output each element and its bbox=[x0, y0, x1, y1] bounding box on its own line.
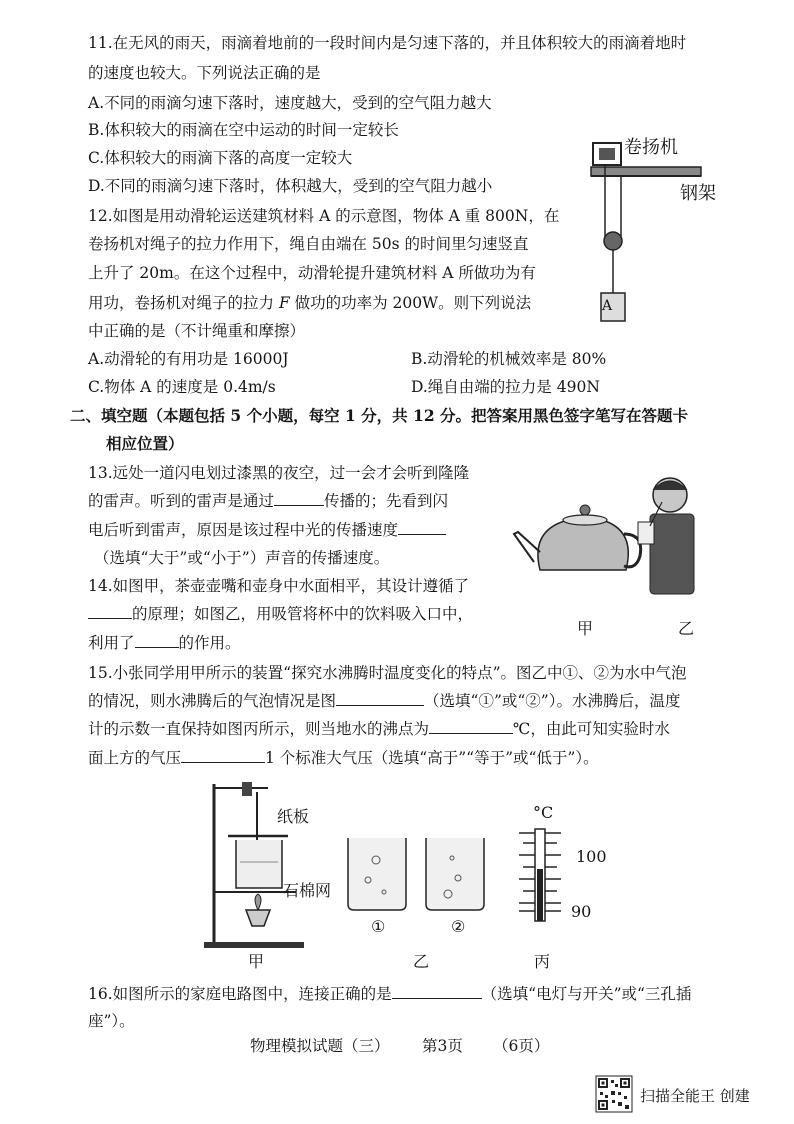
force-variable: F bbox=[278, 294, 290, 312]
q14-line3-end: 的作用。 bbox=[178, 634, 241, 652]
q15-line1: 15.小张同学用甲所示的装置“探究水沸腾时温度变化的特点”。图乙中①、②为水中气泡 bbox=[88, 664, 687, 682]
answer-blank-pressure-compare bbox=[181, 748, 265, 763]
thermometer-figure bbox=[515, 825, 575, 925]
celsius-unit-label: °C bbox=[533, 803, 554, 822]
cardboard-label: 纸板 bbox=[277, 807, 310, 826]
q13-line2 bbox=[88, 490, 448, 512]
q15-line4-end: 1 个标准大气压（选填“高于”“等于”或“低于”）。 bbox=[265, 749, 599, 767]
footer-total-pages: （6页） bbox=[493, 1037, 550, 1055]
q11-option-c: C.体积较大的雨滴下落的高度一定较大 bbox=[88, 149, 353, 167]
answer-blank-bubble bbox=[336, 691, 424, 706]
q14-line3-start: 利用了 bbox=[88, 634, 135, 652]
answer-blank-principle bbox=[88, 604, 132, 619]
answer-blank-pressure bbox=[135, 633, 179, 648]
q13-line3-text: 电后听到雷声，原因是该过程中光的传播速度 bbox=[88, 521, 399, 539]
q15-line4-start: 面上方的气压 bbox=[88, 749, 182, 767]
q11-option-b: B.体积较大的雨滴在空中运动的时间一定较长 bbox=[88, 121, 399, 139]
winch-label: 卷扬机 bbox=[624, 137, 678, 158]
tick-100-label: 100 bbox=[576, 847, 607, 866]
q12-line4-end: 做功的功率为 200W。则下列说法 bbox=[289, 294, 532, 312]
q12-option-b: B.动滑轮的机械效率是 80% bbox=[411, 350, 607, 368]
q14-line3 bbox=[88, 632, 241, 654]
section-heading-line2: 相应位置） bbox=[106, 434, 184, 453]
q13-line2-start: 的雷声。听到的雷声是通过 bbox=[88, 492, 275, 510]
answer-blank-speed bbox=[398, 520, 446, 535]
q15-line3 bbox=[88, 718, 670, 740]
footer-page: 第3页 bbox=[422, 1037, 463, 1055]
q12-stem-line3: 上升了 20m。在这个过程中，动滑轮提升建筑材料 A 所做功为有 bbox=[88, 264, 536, 282]
apparatus-caption: 甲 bbox=[248, 952, 265, 971]
answer-blank-medium bbox=[274, 491, 324, 506]
q11-option-a: A.不同的雨滴匀速下落时，速度越大，受到的空气阻力越大 bbox=[88, 94, 492, 112]
q14-line2-text: 的原理；如图乙，用吸管将杯中的饮料吸入口中， bbox=[132, 605, 474, 623]
q13-line4: （选填“大于”或“小于”）声音的传播速度。 bbox=[94, 549, 390, 567]
q11-option-d: D.不同的雨滴匀速下落时，体积越大，受到的空气阻力越小 bbox=[88, 177, 493, 195]
q16-line1-start: 16.如图所示的家庭电路图中，连接正确的是 bbox=[88, 985, 392, 1003]
scanner-watermark: 扫描全能王 创建 bbox=[640, 1087, 750, 1105]
q13-line3 bbox=[88, 519, 446, 541]
qr-code-icon bbox=[596, 1076, 632, 1112]
boy-caption: 乙 bbox=[678, 619, 695, 638]
q16-line1 bbox=[88, 983, 691, 1005]
boiling-apparatus-figure bbox=[200, 780, 310, 950]
load-a-label: A bbox=[602, 298, 613, 314]
q12-option-c: C.物体 A 的速度是 0.4m/s bbox=[88, 378, 276, 396]
q14-line1: 14.如图甲，茶壶壶嘴和壶身中水面相平，其设计遵循了 bbox=[88, 577, 470, 595]
teapot-caption: 甲 bbox=[577, 619, 594, 638]
thermometer-caption: 丙 bbox=[534, 952, 551, 971]
beaker-2-label: ② bbox=[451, 917, 466, 936]
beakers-figure bbox=[340, 830, 490, 920]
q15-line3-start: 计的示数一直保持如图丙所示，则当地水的沸点为 bbox=[88, 720, 430, 738]
q12-stem-line2: 卷扬机对绳子的拉力作用下，绳自由端在 50s 的时间里匀速竖直 bbox=[88, 235, 529, 253]
q15-line4 bbox=[88, 747, 599, 769]
pulley-figure bbox=[585, 135, 785, 325]
q13-line2-end: 传播的；先看到闪 bbox=[324, 492, 449, 510]
q15-line2 bbox=[88, 690, 680, 712]
q11-stem-line1: 11.在无风的雨天，雨滴着地前的一段时间内是匀速下落的，并且体积较大的雨滴着地时 bbox=[88, 34, 687, 52]
steel-frame-label: 钢架 bbox=[680, 183, 716, 204]
q12-stem-line5: 中正确的是（不计绳重和摩擦） bbox=[88, 322, 306, 340]
q15-line2-end: （选填“①”或“②”）。水沸腾后，温度 bbox=[424, 692, 681, 710]
answer-blank-circuit bbox=[392, 984, 482, 999]
q13-line1: 13.远处一道闪电划过漆黑的夜空，过一会才会听到隆隆 bbox=[88, 464, 470, 482]
tick-90-label: 90 bbox=[571, 902, 592, 921]
q12-option-a: A.动滑轮的有用功是 16000J bbox=[88, 350, 289, 368]
teapot-boy-figure bbox=[510, 470, 710, 610]
beaker-1-label: ① bbox=[371, 917, 386, 936]
q15-line3-end: ℃，由此可知实验时水 bbox=[513, 720, 670, 738]
q12-stem-line4 bbox=[88, 292, 531, 314]
answer-blank-boiling-point bbox=[429, 719, 513, 734]
footer-title: 物理模拟试题（三） bbox=[250, 1037, 390, 1055]
q15-line2-start: 的情况，则水沸腾后的气泡情况是图 bbox=[88, 692, 337, 710]
section-heading-line1: 二、填空题（本题包括 5 个小题，每空 1 分，共 12 分。把答案用黑色签字笔写在答题卡 bbox=[70, 406, 689, 425]
q16-line1-end: （选填“电灯与开关”或“三孔插 bbox=[481, 985, 692, 1003]
q11-stem-line2: 的速度也较大。下列说法正确的是 bbox=[88, 64, 321, 82]
asbestos-gauze-label: 石棉网 bbox=[283, 881, 332, 900]
beakers-caption: 乙 bbox=[413, 952, 430, 971]
q12-option-d: D.绳自由端的拉力是 490N bbox=[411, 378, 600, 396]
q14-line2 bbox=[88, 603, 473, 625]
q12-stem-line1: 12.如图是用动滑轮运送建筑材料 A 的示意图，物体 A 重 800N，在 bbox=[88, 207, 560, 225]
q12-line4-start: 用功，卷扬机对绳子的拉力 bbox=[88, 294, 279, 312]
q16-line2: 座”）。 bbox=[88, 1012, 135, 1030]
